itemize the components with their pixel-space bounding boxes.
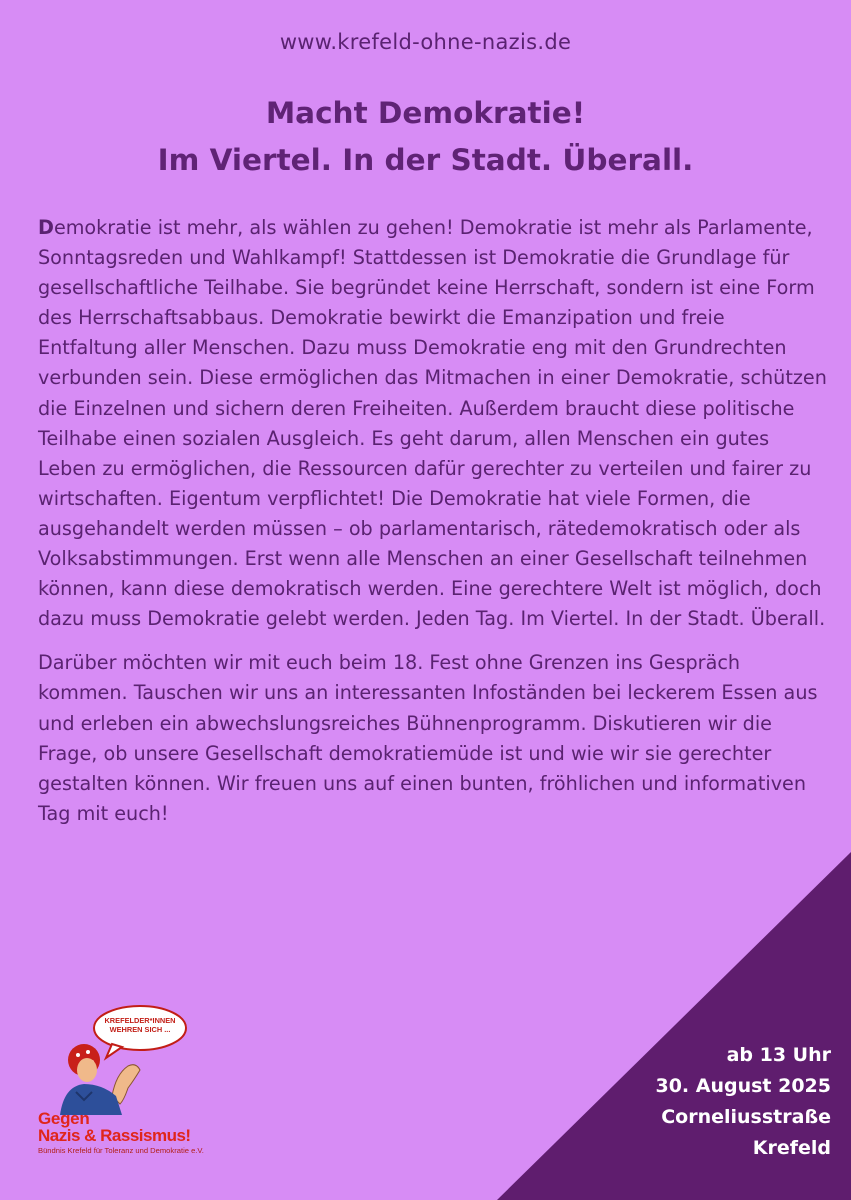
speech-bubble-text: KREFELDER*INNEN WEHREN SICH ... [104,1016,176,1034]
event-city: Krefeld [752,1137,831,1159]
paragraph-2: Darüber möchten wir mit euch beim 18. Fest ohne Grenzen ins Gespräch kommen. Tauschen wir uns an interessanten Infoständen bei leckerem Essen aus und erleben ein abwechslungsreiches Bühnenprogramm. Diskutieren wir die Frage, ob unsere Gesellschaft demokratiemüde ist und wie wir sie gerechter gestalten können. Wir freuen uns auf einen bunten, fröhlichen und informativen Tag mit euch! [38,651,818,825]
paragraph-1 [38,213,828,634]
paragraph-1-text: emokratie ist mehr, als wählen zu gehen! Demokratie ist mehr als Parlamente, Sonntagsreden und Wahlkampf! Stattdessen ist Demokratie die Grundlage für gesellschaftliche Teilhabe. Sie begründet keine Herrschaft, sondern ist eine Form des Herrschaftsabbaus. Demokratie bewirkt die Emanzipation und freie Entfaltung aller Menschen. Dazu muss Demokratie eng mit den Grundrechten verbunden sein. Diese ermöglichen das Mitmachen in einer Demokratie, schützen die Einzelnen und sichern deren Freiheiten. Außerdem braucht diese politische Teilhabe einen sozialen Ausgleich. Es geht darum, allen Menschen ein gutes Leben zu ermöglichen, die Ressourcen dafür gerechter zu verteilen und fairer zu wirtschaften. Eigentum verpflichtet! Die Demokratie hat viele Formen, die ausgehandelt werden müssen – ob parlamentarisch, rätedemokratisch oder als Volksabstimmungen. Erst wenn alle Menschen an einer Gesellschaft teilnehmen können, kann diese demokratisch werden. Eine gerechtere Welt ist möglich, doch dazu muss Demokratie gelebt werden. Jeden Tag. Im Viertel. In der Stadt. Überall. [38,216,827,631]
event-time: ab 13 Uhr [726,1044,831,1066]
logo-line-1: Gegen [38,1109,90,1128]
dropcap-letter: D [38,216,54,239]
event-street: Corneliusstraße [661,1106,831,1128]
body-text [38,213,828,829]
logo-subtitle: Bündnis Krefeld für Toleranz und Demokratie e.V. [38,1146,204,1155]
event-date: 30. August 2025 [655,1075,831,1097]
alliance-logo [36,1000,216,1165]
event-info [655,1040,831,1164]
logo-line-2: Nazis & Rassismus! [38,1126,191,1145]
title-line-1: Macht Demokratie! [265,96,586,130]
website-url[interactable]: www.krefeld-ohne-nazis.de [279,30,572,54]
title-line-2: Im Viertel. In der Stadt. Überall. [157,143,694,177]
page-title [0,90,851,184]
